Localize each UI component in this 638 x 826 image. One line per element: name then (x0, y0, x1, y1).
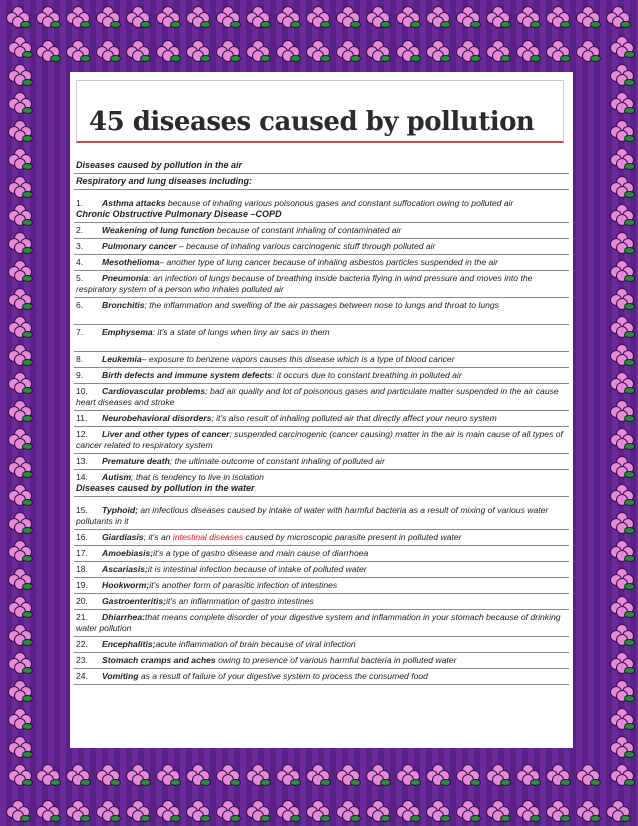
list-item: 4. Mesothelioma– another type of lung cancer because of inhaling asbestos particles suspended in the air (74, 255, 569, 271)
list-item: 21. Dhiarrhea:that means complete disorder of your digestive system and inflammation in your stomach because of drinking water pollution (74, 610, 569, 637)
flower-ornament-icon (156, 764, 178, 786)
flower-ornament-icon (610, 36, 632, 58)
flower-ornament-icon (336, 40, 358, 62)
flower-ornament-icon (96, 6, 118, 28)
flower-ornament-icon (610, 568, 632, 590)
document-page (70, 72, 573, 748)
list-item: 17. Amoebiasis;it's a type of gastro disease and main cause of diarrhoea (74, 546, 569, 562)
flower-ornament-icon (8, 764, 30, 786)
list-item: 18. Ascariasis;it is intestinal infection because of intake of polluted water (74, 562, 569, 578)
flower-ornament-icon (246, 764, 268, 786)
flower-ornament-icon (610, 680, 632, 702)
flower-ornament-icon (606, 6, 628, 28)
flower-ornament-icon (426, 6, 448, 28)
flower-ornament-icon (156, 6, 178, 28)
flower-ornament-icon (576, 764, 598, 786)
flower-ornament-icon (8, 120, 30, 142)
flower-ornament-icon (186, 800, 208, 822)
flower-ornament-icon (8, 456, 30, 478)
flower-ornament-icon (126, 800, 148, 822)
flower-ornament-icon (516, 6, 538, 28)
flower-ornament-icon (36, 6, 58, 28)
flower-ornament-icon (610, 512, 632, 534)
flower-ornament-icon (516, 764, 538, 786)
flower-ornament-icon (36, 40, 58, 62)
flower-ornament-icon (96, 800, 118, 822)
flower-ornament-icon (610, 316, 632, 338)
flower-ornament-icon (336, 6, 358, 28)
flower-ornament-icon (486, 40, 508, 62)
flower-ornament-icon (576, 40, 598, 62)
list-item: 15. Typhoid; an infectious diseases caused by intake of water with harmful bacteria as a result of mixing of various water pollutants in it (74, 497, 569, 530)
list-item: 8. Leukemia– exposure to benzene vapors causes this disease which is a type of blood cancer (74, 352, 569, 368)
flower-ornament-icon (246, 40, 268, 62)
flower-ornament-icon (610, 260, 632, 282)
flower-ornament-icon (66, 40, 88, 62)
flower-ornament-icon (8, 232, 30, 254)
flower-ornament-icon (486, 6, 508, 28)
disease-list (74, 158, 569, 685)
flower-ornament-icon (186, 6, 208, 28)
flower-ornament-icon (156, 800, 178, 822)
flower-ornament-icon (610, 624, 632, 646)
flower-ornament-icon (516, 800, 538, 822)
flower-ornament-icon (456, 40, 478, 62)
flower-ornament-icon (546, 764, 568, 786)
flower-ornament-icon (610, 120, 632, 142)
section-subheading: Respiratory and lung diseases including: (74, 174, 569, 190)
flower-ornament-icon (610, 64, 632, 86)
list-item: 2. Weakening of lung function because of constant inhaling of contaminated air (74, 223, 569, 239)
list-item: 23. Stomach cramps and aches owing to presence of various harmful bacteria in polluted water (74, 653, 569, 669)
flower-ornament-icon (610, 736, 632, 758)
flower-ornament-icon (396, 40, 418, 62)
flower-ornament-icon (366, 40, 388, 62)
list-item: 10. Cardiovascular problems; bad air quality and lot of poisonous gases and particulate matter suspended in the air cause heart diseases and stroke (74, 384, 569, 411)
list-item: 14. Autism; that is tendency to live in isolation Diseases caused by pollution in the water (74, 470, 569, 497)
flower-ornament-icon (216, 40, 238, 62)
flower-ornament-icon (610, 596, 632, 618)
flower-ornament-icon (126, 6, 148, 28)
flower-ornament-icon (8, 624, 30, 646)
flower-ornament-icon (8, 736, 30, 758)
list-item: 12. Liver and other types of cancer; suspended carcinogenic (cancer causing) matter in the air is main cause of all types of cancer related to respiratory system (74, 427, 569, 454)
flower-ornament-icon (396, 800, 418, 822)
flower-ornament-icon (610, 176, 632, 198)
list-item: 5. Pneumonia: an infection of lungs because of breathing inside bacteria flying in wind pressure and moves into the respiratory system of a person who inhales polluted air (74, 271, 569, 298)
flower-ornament-icon (216, 800, 238, 822)
title-box (76, 80, 564, 143)
list-item: 16. Giardiasis; it's an intestinal diseases caused by microscopic parasite present in polluted water (74, 530, 569, 546)
flower-ornament-icon (610, 400, 632, 422)
flower-ornament-icon (610, 456, 632, 478)
copd-heading: Chronic Obstructive Pulmonary Disease –COPD (76, 209, 282, 219)
flower-ornament-icon (8, 92, 30, 114)
list-item: 3. Pulmonary cancer – because of inhaling various carcinogenic stuff through polluted air (74, 239, 569, 255)
flower-ornament-icon (66, 764, 88, 786)
flower-ornament-icon (610, 344, 632, 366)
flower-ornament-icon (96, 40, 118, 62)
flower-ornament-icon (546, 800, 568, 822)
flower-ornament-icon (396, 764, 418, 786)
flower-ornament-icon (456, 764, 478, 786)
flower-ornament-icon (246, 6, 268, 28)
flower-ornament-icon (66, 6, 88, 28)
flower-ornament-icon (336, 800, 358, 822)
flower-ornament-icon (8, 260, 30, 282)
list-item: 9. Birth defects and immune system defects: it occurs due to constant breathing in polluted air (74, 368, 569, 384)
flower-ornament-icon (610, 372, 632, 394)
flower-ornament-icon (396, 6, 418, 28)
flower-ornament-icon (576, 6, 598, 28)
flower-ornament-icon (8, 316, 30, 338)
flower-ornament-icon (8, 344, 30, 366)
flower-ornament-icon (6, 800, 28, 822)
flower-ornament-icon (456, 6, 478, 28)
flower-ornament-icon (8, 596, 30, 618)
flower-ornament-icon (8, 568, 30, 590)
flower-ornament-icon (8, 204, 30, 226)
flower-ornament-icon (426, 764, 448, 786)
flower-ornament-icon (156, 40, 178, 62)
flower-ornament-icon (96, 764, 118, 786)
flower-ornament-icon (246, 800, 268, 822)
section-heading-water: Diseases caused by pollution in the water (76, 483, 255, 493)
list-item: 6. Bronchitis; the inflammation and swelling of the air passages between nose to lungs and throat to lungs (74, 298, 569, 325)
list-item: 1. Asthma attacks because of inhaling various poisonous gases and constant suffocation owing to polluted air Chronic Obstructive Pulmonary Disease –COPD (74, 190, 569, 223)
flower-ornament-icon (426, 40, 448, 62)
flower-ornament-icon (426, 800, 448, 822)
section-heading-air: Diseases caused by pollution in the air (74, 158, 569, 174)
list-item: 22. Encephalitis;acute inflammation of brain because of viral infection (74, 637, 569, 653)
flower-ornament-icon (36, 800, 58, 822)
flower-ornament-icon (610, 708, 632, 730)
flower-ornament-icon (8, 148, 30, 170)
flower-ornament-icon (6, 6, 28, 28)
list-item: 24. Vomiting as a result of failure of your digestive system to process the consumed food (74, 669, 569, 685)
flower-ornament-icon (8, 372, 30, 394)
flower-ornament-icon (276, 764, 298, 786)
flower-ornament-icon (516, 40, 538, 62)
intestinal-diseases-link[interactable]: intestinal diseases (172, 532, 244, 542)
flower-ornament-icon (456, 800, 478, 822)
flower-ornament-icon (610, 428, 632, 450)
flower-ornament-icon (8, 708, 30, 730)
flower-ornament-icon (610, 540, 632, 562)
list-item: 11. Neurobehavioral disorders; it's also result of inhaling polluted air that directly affect your neuro system (74, 411, 569, 427)
flower-ornament-icon (610, 288, 632, 310)
flower-ornament-icon (8, 288, 30, 310)
flower-ornament-icon (36, 764, 58, 786)
flower-ornament-icon (336, 764, 358, 786)
flower-ornament-icon (216, 764, 238, 786)
flower-ornament-icon (186, 764, 208, 786)
flower-ornament-icon (610, 484, 632, 506)
flower-ornament-icon (8, 400, 30, 422)
flower-ornament-icon (8, 176, 30, 198)
flower-ornament-icon (8, 36, 30, 58)
page-title: 45 diseases caused by pollution (89, 107, 535, 137)
flower-ornament-icon (610, 204, 632, 226)
flower-ornament-icon (8, 484, 30, 506)
flower-ornament-icon (8, 428, 30, 450)
flower-ornament-icon (126, 40, 148, 62)
flower-ornament-icon (546, 40, 568, 62)
flower-ornament-icon (486, 800, 508, 822)
list-item: 7. Emphysema: it's a state of lungs when tiny air sacs in them (74, 325, 569, 352)
flower-ornament-icon (606, 800, 628, 822)
list-item: 19. Hookworm;it's another form of parasitic infection of intestines (74, 578, 569, 594)
flower-ornament-icon (306, 40, 328, 62)
flower-ornament-icon (66, 800, 88, 822)
list-item: 20. Gastroenteritis;it's an inflammation of gastro intestines (74, 594, 569, 610)
flower-ornament-icon (366, 6, 388, 28)
flower-ornament-icon (276, 40, 298, 62)
flower-ornament-icon (306, 764, 328, 786)
flower-ornament-icon (8, 540, 30, 562)
flower-ornament-icon (216, 6, 238, 28)
flower-ornament-icon (546, 6, 568, 28)
flower-ornament-icon (366, 764, 388, 786)
flower-ornament-icon (276, 6, 298, 28)
flower-ornament-icon (186, 40, 208, 62)
flower-ornament-icon (8, 652, 30, 674)
flower-ornament-icon (276, 800, 298, 822)
flower-ornament-icon (306, 800, 328, 822)
flower-ornament-icon (306, 6, 328, 28)
flower-ornament-icon (8, 512, 30, 534)
flower-ornament-icon (610, 92, 632, 114)
flower-ornament-icon (610, 232, 632, 254)
flower-ornament-icon (576, 800, 598, 822)
flower-ornament-icon (126, 764, 148, 786)
flower-ornament-icon (8, 64, 30, 86)
flower-ornament-icon (610, 764, 632, 786)
flower-ornament-icon (610, 652, 632, 674)
list-item: 13. Premature death; the ultimate outcome of constant inhaling of polluted air (74, 454, 569, 470)
flower-ornament-icon (610, 148, 632, 170)
flower-ornament-icon (486, 764, 508, 786)
flower-ornament-icon (8, 680, 30, 702)
flower-ornament-icon (366, 800, 388, 822)
